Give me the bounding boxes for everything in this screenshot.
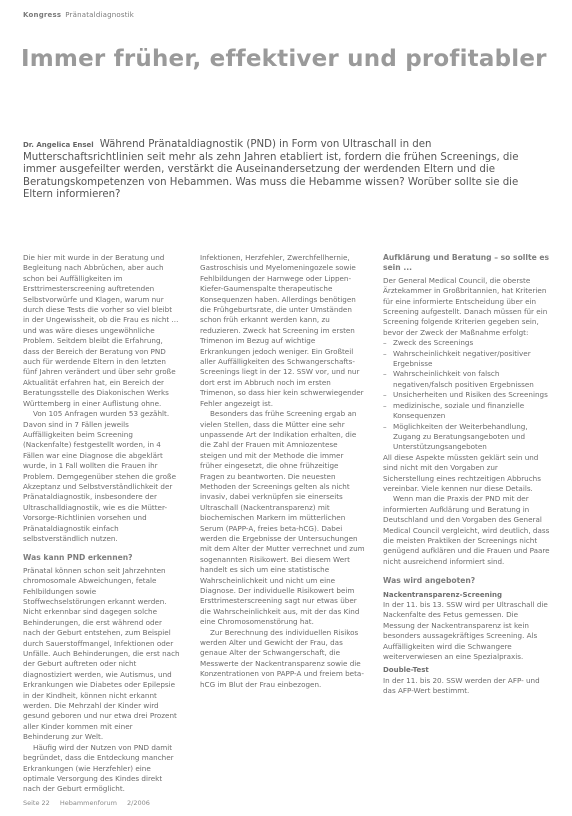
journal-name: Hebammenforum bbox=[59, 799, 117, 807]
list-item: – Unsicherheiten und Risiken des Screenings bbox=[383, 390, 550, 400]
body-paragraph: Häufig wird der Nutzen von PND damit begründet, dass die Entdeckung mancher Erkrankungen (wie Herzfehler) eine optimale Versorgung des Kindes direkt nach der Geburt ermöglicht. bbox=[23, 742, 174, 794]
body-paragraph: In der 11. bis 20. SSW werden der AFP- und das AFP-Wert bestimmt. bbox=[383, 675, 540, 696]
subheading: Was kann PND erkennen? bbox=[23, 553, 133, 563]
body-paragraph: In der 11. bis 13. SSW wird per Ultraschall die Nackenfalte des Fetus gemessen. Die Messung der Nackentransparenz ist kein besonders aussagekräftiges Screening. Als Auffälligkeiten wird die Schwangere weiterverwiesen an eine Spezialpraxis. bbox=[383, 600, 548, 662]
body-paragraph: Besonders das frühe Screening ergab an vielen Stellen, dass die Mütter eine sehr unpassende Art der Indikation erhalten, die die Zahl der Frauen mit Amniozentese steigen und mit der Methode die immer früher eingesetzt, die ohne frühzeitige Fragen zu beantworten. Die neuesten Methoden der Screenings gelten als nicht invasiv, dabei verknüpfen sie einerseits Ultraschall (Nackentransparenz) mit biochemischen Markern im mütterlichen Serum (PAPP-A, freies beta-hCG). Dabei werden die Ergebnisse der Untersuchungen mit dem Alter der Mutter verrechnet und zum sogenannten Risikowert. Bei diesem Wert handelt es sich um eine statistische Wahrscheinlichkeit und nicht um eine Diagnose. Der individuelle Risikowert beim Ersttrimesterscreening sagt nur etwas über die Wahrscheinlichkeit aus, mit der das Kind eine Chromosomenstörung hat. bbox=[200, 409, 365, 627]
section-kicker bbox=[23, 11, 134, 19]
column-3 bbox=[383, 253, 550, 697]
body-paragraph: Der General Medical Council, die oberste Ärztekammer in Großbritannien, hat Kriterien für eine informierte Entscheidung über ein Screening aufgestellt. Danach müssen für ein Screening folgende Kriterien gegeben sein, bevor der Zweck der Maßnahme erfolgt: bbox=[383, 275, 548, 337]
lead-text: Während Pränataldiagnostik (PND) in Form von Ultraschall in den Mutterschaftsrichtlinien seit mehr als zehn Jahren etabliert ist, fordern die frühen Screenings, die immer ausgefeilter werden, verstärkt die Auseinandersetzung der werdenden Eltern und die Beratungskompetenzen von Hebammen. Was muss die Hebamme wissen? Worüber sollte sie die Eltern informieren? bbox=[23, 139, 519, 201]
body-paragraph: Pränatal können schon seit Jahrzehnten chromosomale Abweichungen, fetale Fehlbildungen sowie Stoffwechselstörungen erkannt werden. Nicht erkennbar sind dagegen solche Behinderungen, die erst während oder nach der Geburt entstehen, zum Beispiel durch Sauerstoffmangel, Infektionen oder Unfälle. Auch Behinderungen, die erst nach der Geburt auftreten oder nicht diagnostiziert werden, wie Autismus, und Erkrankungen wie Diabetes oder Epilepsie in der Kindheit, können nicht erkannt werden. Die Mehrzahl der Kinder wird gesund geboren und nur etwa drei Prozent aller Kinder kommen mit einer Behinderung zur Welt. bbox=[23, 565, 180, 742]
body-paragraph: All diese Aspekte müssten geklärt sein und sind nicht mit den Vorgaben zur Sicherstellung eines rechtzeitigen Abbruchs vereinbar. Viele kennen nur diese Details. bbox=[383, 452, 541, 493]
list-item: – Wahrscheinlichkeit von falsch negativen/falsch positiven Ergebnissen bbox=[383, 369, 550, 390]
lead-paragraph bbox=[23, 139, 551, 202]
list-item: – medizinische, soziale und finanzielle Konsequenzen bbox=[383, 401, 550, 422]
page-footer bbox=[23, 799, 160, 807]
section-label: Kongress bbox=[23, 11, 62, 19]
body-paragraph: Wenn man die Praxis der PND mit der informierten Aufklärung und Beratung in Deutschland und den Vorgaben des General Medical Council vergleicht, wird deutlich, dass die meisten Praktiken der Screenings nicht genügend aufklären und die Frauen und Paare nicht ausreichend informiert sind. bbox=[383, 494, 550, 566]
column-1 bbox=[23, 253, 180, 795]
article-headline: Immer früher, effektiver und profitabler bbox=[21, 46, 547, 72]
body-paragraph: Die hier mit wurde in der Beratung und Begleitung nach Abbrüchen, aber auch schon bei Auffälligkeiten im Ersttrimesterscreening auftretenden Selbstvorwürfe und Klagen, warum nur durch diese Tests die vorher so viel bleibt in der Ungewissheit, ob die Frau es nicht ... und was wäre dieses ungewöhnliche Problem. Seitdem bleibt die Erfahrung, dass der Bereich der Beratung von PND auch für werdende Eltern in den letzten fünf Jahren verändert und über sehr große Aktualität erfahren hat, ein Bereich der Beratungsstelle des Diakonischen Werks Württemberg in einer Auflistung ohne. bbox=[23, 253, 179, 408]
minor-heading: Double-Test bbox=[383, 666, 429, 675]
list-item: – Zweck des Screenings bbox=[383, 338, 550, 348]
criteria-list bbox=[383, 338, 550, 452]
topic-label: Pränataldiagnostik bbox=[65, 11, 135, 19]
body-paragraph: Von 105 Anfragen wurden 53 gezählt. Davon sind in 7 Fällen jeweils Auffälligkeiten beim Screening (Nackenfalte) festgestellt worden, in 4 Fällen war eine Diagnose die abgeklärt wurde, in 1 Fall wollten die Frauen ihr Problem. Demgegenüber stehen die große Akzeptanz und Selbstverständlichkeit der Pränataldiagnostik, insbesondere der Ultraschalldiagnostik, wie es die Mütter-Vorsorge-Richtlinien vorsehen und Pränataldiagnostik einfach selbstverständlich nutzen. bbox=[23, 409, 176, 543]
subheading: Aufklärung und Beratung – so sollte es sein ... bbox=[383, 253, 550, 273]
page-number: Seite 22 bbox=[23, 799, 50, 807]
subheading: Was wird angeboten? bbox=[383, 576, 476, 586]
column-2 bbox=[200, 253, 365, 690]
list-item: – Wahrscheinlichkeit negativer/positiver Ergebnisse bbox=[383, 349, 550, 370]
list-item: – Möglichkeiten der Weiterbehandlung, Zugang zu Beratungsangeboten und Unterstützungsangeboten bbox=[383, 422, 550, 453]
body-paragraph: Zur Berechnung des individuellen Risikos werden Alter und Gewicht der Frau, das genaue Alter der Schwangerschaft, die Messwerte der Nackentransparenz sowie die Konzentrationen von PAPP-A und freiem beta-hCG im Blut der Frau einbezogen. bbox=[200, 627, 364, 689]
issue-date: 2/2006 bbox=[127, 799, 150, 807]
body-paragraph: Infektionen, Herzfehler, Zwerchfellhernie, Gastroschisis und Myelomeningozele sowie Fehlbildungen der Harnwege oder Lippen-Kiefer-Gaumenspalte therapeutische Konsequenzen haben. Allerdings benötigen die Frühgeburtsrate, die unter Umständen schon früh erkannt werden kann, zu reduzieren. Zweck hat Screening im ersten Trimenon im Bezug auf wichtige Erkrankungen jedoch weniger. Ein Großteil aller Auffälligkeiten des Schwangerschafts-Screenings liegt in der 12. SSW vor, und nur dort erst im Abbruch noch im ersten Trimenon, so dass hier kein schwerwiegender Fehler angezeigt ist. bbox=[200, 253, 364, 408]
minor-heading: Nackentransparenz-Screening bbox=[383, 590, 503, 599]
author-byline: Dr. Angelica Ensel bbox=[23, 141, 94, 149]
